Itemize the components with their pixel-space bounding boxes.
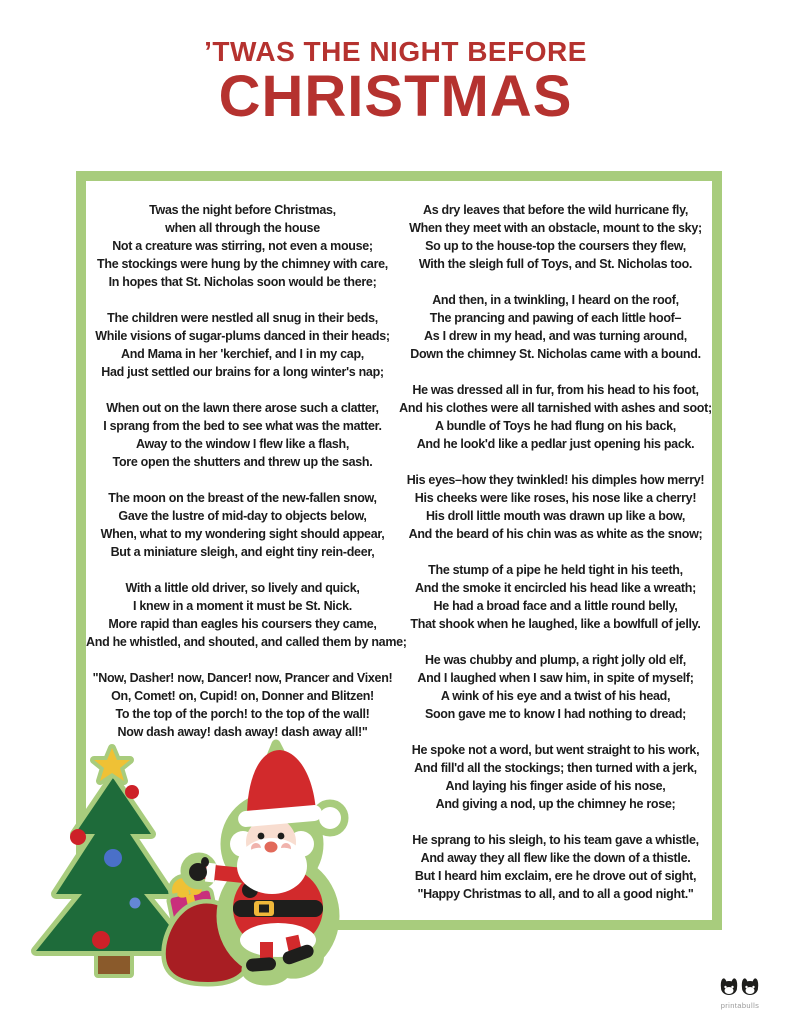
poem-line: In hopes that St. Nicholas soon would be there; xyxy=(108,275,377,289)
poem-line: Gave the lustre of mid-day to objects below, xyxy=(118,509,367,523)
poem-line: "Happy Christmas to all, and to all a good night." xyxy=(417,887,694,901)
poem-stanza xyxy=(399,291,712,363)
poem-line: With a little old driver, so lively and quick, xyxy=(125,581,360,595)
poem-line: And he whistled, and shouted, and called them by name; xyxy=(86,635,407,649)
poem-line: And fill'd all the stockings; then turned with a jerk, xyxy=(414,761,697,775)
poem-stanza xyxy=(86,399,399,471)
poem-line: Away to the window I flew like a flash, xyxy=(135,437,350,451)
poem-line: And Mama in her 'kerchief, and I in my cap, xyxy=(121,347,364,361)
poem-line: But I heard him exclaim, ere he drove out of sight, xyxy=(414,869,697,883)
poem-line: When, what to my wondering sight should appear, xyxy=(100,527,385,541)
poem-line: As I drew in my head, and was turning around, xyxy=(424,329,687,343)
star-icon xyxy=(94,748,130,781)
poem-line: While visions of sugar-plums danced in their heads; xyxy=(95,329,390,343)
poem-line: I sprang from the bed to see what was the matter. xyxy=(103,419,382,433)
poem-line: His eyes–how they twinkled! his dimples how merry! xyxy=(406,473,705,487)
title-line-1: ’TWAS THE NIGHT BEFORE xyxy=(204,36,587,67)
christmas-illustration xyxy=(18,726,352,1024)
ornament-icon xyxy=(104,849,122,867)
poem-line: To the top of the porch! to the top of the wall! xyxy=(115,707,370,721)
poem-line: I knew in a moment it must be St. Nick. xyxy=(133,599,352,613)
poem-line: He was chubby and plump, a right jolly old elf, xyxy=(425,653,686,667)
poem-line: Tore open the shutters and threw up the sash. xyxy=(112,455,373,469)
poem-column-left xyxy=(86,201,407,759)
ornament-icon xyxy=(92,931,110,949)
poem-stanza xyxy=(399,381,712,453)
poem-line: More rapid than eagles his coursers they came, xyxy=(108,617,377,631)
poem-line: And away they all flew like the down of a thistle. xyxy=(420,851,691,865)
poem-line: And the smoke it encircled his head like a wreath; xyxy=(415,581,696,595)
poem-line: And I laughed when I saw him, in spite of myself; xyxy=(417,671,694,685)
poem-stanza xyxy=(86,489,399,561)
poem-line: He sprang to his sleigh, to his team gave a whistle, xyxy=(412,833,699,847)
poem-line: And his clothes were all tarnished with ashes and soot; xyxy=(399,401,712,415)
poem-line: On, Comet! on, Cupid! on, Donner and Blitzen! xyxy=(111,689,374,703)
santa-nose xyxy=(265,842,278,853)
poem-line: Soon gave me to know I had nothing to dread; xyxy=(424,707,687,721)
poem-line: A bundle of Toys he had flung on his back, xyxy=(435,419,676,433)
santa-eye xyxy=(278,833,285,840)
hat-pom-icon xyxy=(319,807,341,829)
poem-line: The moon on the breast of the new-fallen snow, xyxy=(108,491,377,505)
poem-stanza xyxy=(399,471,712,543)
poem-line: Twas the night before Christmas, xyxy=(149,203,336,217)
santa-boot xyxy=(246,957,277,972)
poem-line: So up to the house-top the coursers they flew, xyxy=(425,239,686,253)
poem-stanza xyxy=(399,831,712,903)
poem-line: His droll little mouth was drawn up like a bow, xyxy=(425,509,686,523)
poem-line: "Now, Dasher! now, Dancer! now, Prancer and Vixen! xyxy=(92,671,393,685)
poem-line: And laying his finger aside of his nose, xyxy=(445,779,666,793)
poem-line: A wink of his eye and a twist of his head, xyxy=(440,689,671,703)
poem-line: But a miniature sleigh, and eight tiny rein-deer, xyxy=(110,545,375,559)
poem-line: Had just settled our brains for a long winter's nap; xyxy=(101,365,384,379)
poem-stanza xyxy=(399,201,712,273)
poem-stanza xyxy=(399,741,712,813)
poem-stanza xyxy=(399,561,712,633)
poem-line: His cheeks were like roses, his nose like a cherry! xyxy=(414,491,697,505)
poem-stanza xyxy=(86,579,407,651)
poem-line: With the sleigh full of Toys, and St. Nicholas too. xyxy=(418,257,693,271)
printabulls-wordmark: printabulls xyxy=(720,1001,760,1010)
poem-stanza xyxy=(86,201,399,291)
santa-hat xyxy=(237,750,341,829)
poem-line: And giving a nod, up the chimney he rose; xyxy=(435,797,676,811)
printabulls-logo-icon xyxy=(718,976,762,996)
ornament-icon xyxy=(130,898,141,909)
poem-line: Not a creature was stirring, not even a mouse; xyxy=(112,239,373,253)
ornament-icon xyxy=(125,785,139,799)
poem-line: And then, in a twinkling, I heard on the roof, xyxy=(432,293,679,307)
poem-line: He was dressed all in fur, from his head to his foot, xyxy=(412,383,699,397)
poem-line: The stump of a pipe he held tight in his teeth, xyxy=(428,563,683,577)
poem-line: when all through the house xyxy=(165,221,320,235)
poem-line: When out on the lawn there arose such a clatter, xyxy=(106,401,379,415)
poem-column-right xyxy=(399,201,712,921)
santa-eye xyxy=(258,833,265,840)
poem-line: And the beard of his chin was as white as the snow; xyxy=(408,527,703,541)
poem-line: And he look'd like a pedlar just opening his pack. xyxy=(416,437,695,451)
ornament-icon xyxy=(70,829,86,845)
poem-line: Now dash away! dash away! dash away all!" xyxy=(117,725,368,739)
title-line-2: CHRISTMAS xyxy=(218,64,573,129)
poem-line: He spoke not a word, but went straight to his work, xyxy=(411,743,700,757)
santa-belt xyxy=(233,900,323,917)
poem-line: The prancing and pawing of each little hoof– xyxy=(429,311,682,325)
poem-line: That shook when he laughed, like a bowlfull of jelly. xyxy=(410,617,701,631)
poem-line: The stockings were hung by the chimney with care, xyxy=(97,257,388,271)
printabulls-watermark xyxy=(703,976,777,1010)
poem-line: He had a broad face and a little round belly, xyxy=(433,599,678,613)
poem-stanza xyxy=(399,651,712,723)
poem-stanza xyxy=(86,309,399,381)
poem-line: Down the chimney St. Nicholas came with a bound. xyxy=(410,347,701,361)
poem-line: When they meet with an obstacle, mount to the sky; xyxy=(409,221,702,235)
poem-line: As dry leaves that before the wild hurricane fly, xyxy=(422,203,688,217)
poem-line: The children were nestled all snug in their beds, xyxy=(107,311,378,325)
page-title xyxy=(0,36,791,129)
